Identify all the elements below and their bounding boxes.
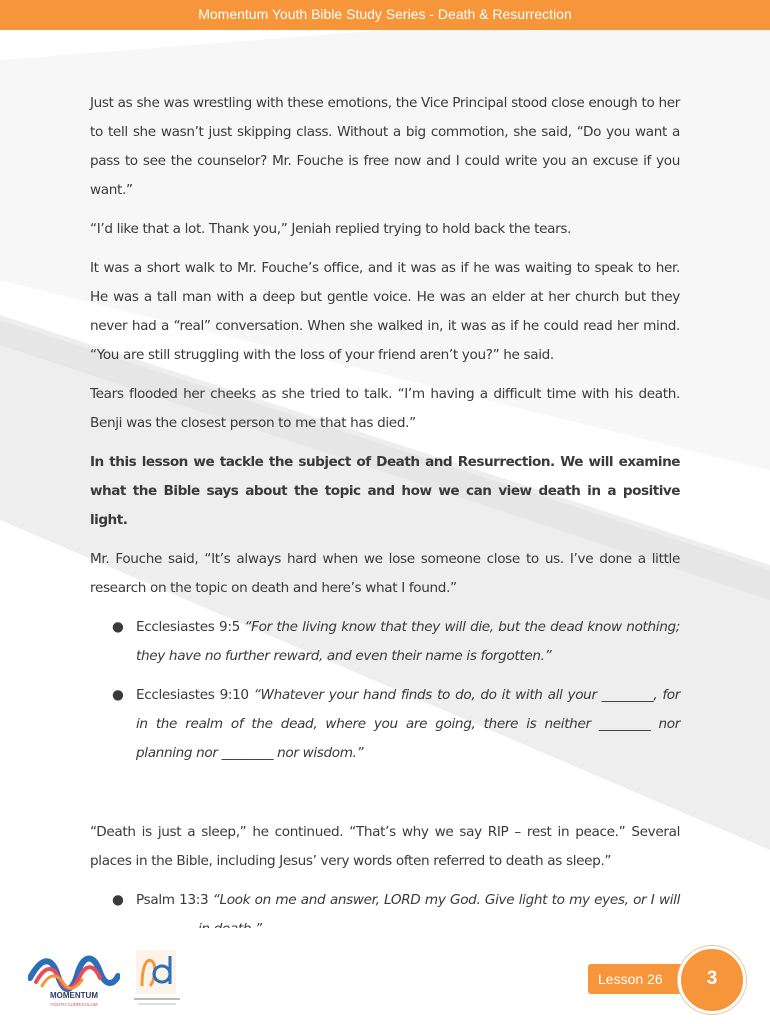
verse-text: “Whatever your hand finds to do, do it with all your ________, for in the realm of the dead, where you are going, there is neither ________ nor planning nor ________ nor wisdom.” xyxy=(136,687,680,761)
paragraph-7: “Death is just a sleep,” he continued. “That’s why we say RIP – rest in peace.” Several places in the Bible, including Jesus’ very words often referred to death as sleep.” xyxy=(90,824,680,869)
bullet-icon: ● xyxy=(112,892,124,908)
partner-logo xyxy=(130,946,184,1008)
footer xyxy=(0,928,770,1024)
verse-ref: Psalm 13:3 xyxy=(136,892,209,908)
paragraph-1: Just as she was wrestling with these emotions, the Vice Principal stood close enough to her to tell she wasn’t just skipping class. Without a big commotion, she said, “Do you want a pass to see the counselor? Mr. Fouche is free now and I could write you an excuse if you want.” xyxy=(90,95,680,198)
lesson-badge xyxy=(588,964,684,994)
paragraph-2: “I’d like that a lot. Thank you,” Jeniah replied trying to hold back the tears. xyxy=(90,221,572,237)
header-bar xyxy=(0,0,770,30)
verse-ref: Ecclesiastes 9:10 xyxy=(136,687,249,703)
verse-ref: Ecclesiastes 9:5 xyxy=(136,619,240,635)
paragraph-6: Mr. Fouche said, “It’s always hard when we lose someone close to us. I’ve done a little research on the topic on death and here’s what I found.” xyxy=(90,551,680,596)
verse-text: “Look on me and answer, LORD my God. Give light to my eyes, or I will xyxy=(212,892,680,908)
logo-subtext: YOUTH CURRICULUM xyxy=(50,1002,98,1007)
verse-item xyxy=(90,613,680,671)
paragraph-4: Tears flooded her cheeks as she tried to talk. “I’m having a difficult time with his death. Benji was the closest person to me that has died.” xyxy=(90,386,680,431)
verse-item xyxy=(90,681,680,768)
spacer xyxy=(90,778,680,818)
paragraph-3: It was a short walk to Mr. Fouche’s office, and it was as if he was waiting to speak to her. He was a tall man with a deep but gentle voice. He was an elder at her church but they never had a “real” conversation. When she walked in, it was as if he could read her mind. “You are still struggling with the loss of your friend aren’t you?” he said. xyxy=(90,260,680,363)
page-number: 3 xyxy=(706,968,718,989)
page-number-badge xyxy=(678,946,746,1014)
lesson-label: Lesson 26 xyxy=(598,971,663,987)
logo-text: MOMENTUM xyxy=(50,991,98,1000)
bullet-icon: ● xyxy=(112,687,124,703)
lesson-intro: In this lesson we tackle the subject of Death and Resurrection. We will examine what the Bible says about the topic and how we can view death in a positive light. xyxy=(90,454,680,528)
bullet-icon: ● xyxy=(112,619,124,635)
main-content xyxy=(90,89,680,954)
momentum-logo xyxy=(28,948,120,1008)
header-title: Momentum Youth Bible Study Series - Death & Resurrection xyxy=(198,6,572,22)
verse-text: “For the living know that they will die, but the dead know nothing; they have no further reward, and even their name is forgotten.” xyxy=(136,619,680,664)
